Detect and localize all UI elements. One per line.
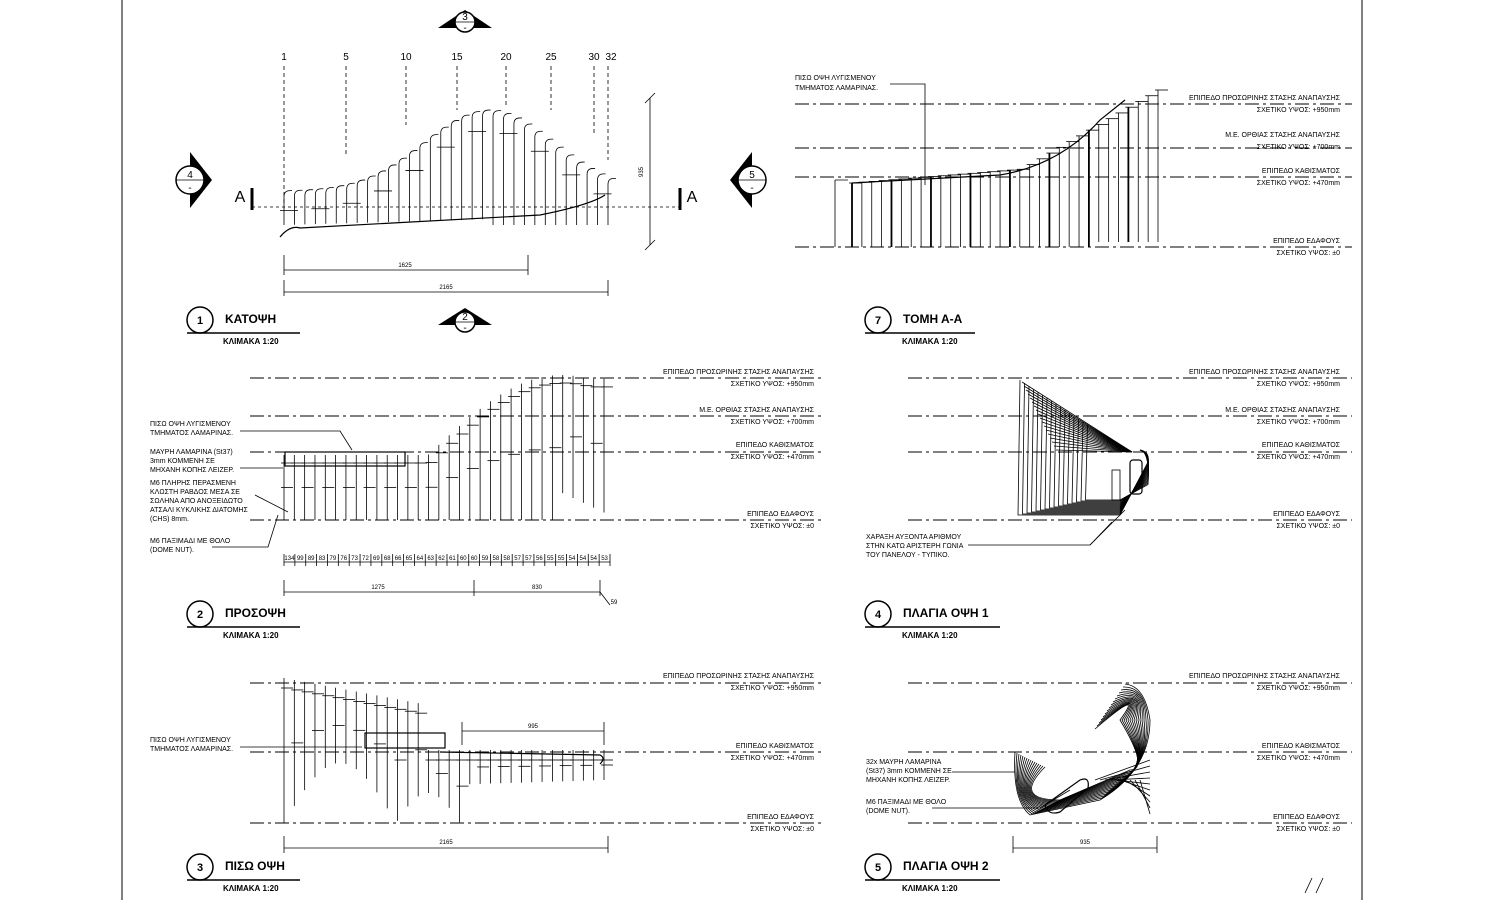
svg-text:ΠΙΣΩ ΟΨΗ ΛΥΓΙΣΜΕΝΟΥ: ΠΙΣΩ ΟΨΗ ΛΥΓΙΣΜΕΝΟΥ: [150, 737, 231, 744]
plan-panel: [368, 176, 376, 223]
svg-text:ΣΧΕΤΙΚΟ ΥΨΟΣ: +700mm: ΣΧΕΤΙΚΟ ΥΨΟΣ: +700mm: [1256, 419, 1340, 426]
plan-panel: [336, 186, 344, 224]
spacing-value: 69: [373, 556, 380, 562]
spacing-value: 99: [296, 556, 304, 562]
svg-text:ΚΑΤΟΨΗ: ΚΑΤΟΨΗ: [225, 312, 277, 326]
spacing-value: 73: [351, 556, 358, 562]
svg-text:ΜΑΥΡΗ ΛΑΜΑΡΙΝΑ (St37): ΜΑΥΡΗ ΛΑΜΑΡΙΝΑ (St37): [150, 449, 233, 456]
front-view: [150, 369, 825, 640]
svg-text:32x ΜΑΥΡΗ ΛΑΜΑΡΙΝΑ: 32x ΜΑΥΡΗ ΛΑΜΑΡΙΝΑ: [866, 759, 942, 766]
section-marker-2: [438, 308, 492, 334]
back-panels: [281, 678, 613, 823]
side1-fan-line: [1034, 406, 1132, 452]
plan-panel: [577, 162, 585, 225]
svg-text:Μ6 ΠΑΞΙΜΑΔΙ ΜΕ ΘΟΛΟ: Μ6 ΠΑΞΙΜΑΔΙ ΜΕ ΘΟΛΟ: [150, 538, 231, 545]
svg-text:995: 995: [527, 724, 539, 730]
svg-text:1: 1: [196, 315, 204, 327]
section-marker-5: [730, 152, 766, 208]
svg-text:ΤΟΥ ΠΑΝΕΛΟΥ - ΤΥΠΙΚΟ.: ΤΟΥ ΠΑΝΕΛΟΥ - ΤΥΠΙΚΟ.: [866, 552, 950, 559]
view-title-5: [865, 854, 1000, 893]
svg-text:ΣΧΕΤΙΚΟ ΥΨΟΣ: +950mm: ΣΧΕΤΙΚΟ ΥΨΟΣ: +950mm: [1256, 685, 1340, 692]
svg-text:-: -: [188, 183, 192, 194]
svg-text:ΕΠΙΠΕΔΟ ΚΑΘΙΣΜΑΤΟΣ: ΕΠΙΠΕΔΟ ΚΑΘΙΣΜΑΤΟΣ: [735, 442, 814, 449]
svg-text:Μ.Ε. ΟΡΘΙΑΣ ΣΤΑΣΗΣ ΑΝΑΠΑΥΣΗΣ: Μ.Ε. ΟΡΘΙΑΣ ΣΤΑΣΗΣ ΑΝΑΠΑΥΣΗΣ: [1225, 132, 1340, 139]
side2-fan-line: [1140, 780, 1150, 814]
svg-text:ΠΛΑΓΙΑ ΟΨΗ 1: ΠΛΑΓΙΑ ΟΨΗ 1: [903, 606, 989, 620]
svg-text:ΕΠΙΠΕΔΟ ΕΔΑΦΟΥΣ: ΕΠΙΠΕΔΟ ΕΔΑΦΟΥΣ: [747, 814, 814, 821]
grid-label: 20: [500, 52, 512, 63]
back-view: [150, 673, 825, 893]
plan-panel: [430, 135, 438, 221]
grid-label: 30: [588, 52, 600, 63]
side2-panels: [1015, 684, 1150, 815]
spacing-value: 83: [318, 556, 326, 562]
spacing-value: 53: [601, 556, 608, 562]
side2-panel-outline: [1025, 700, 1138, 806]
svg-text:935: 935: [639, 166, 645, 178]
svg-text:ΠΙΣΩ ΟΨΗ: ΠΙΣΩ ΟΨΗ: [225, 859, 285, 873]
svg-text:830: 830: [531, 585, 543, 591]
plan-panel: [409, 151, 417, 222]
svg-text:ΣΤΗΝ ΚΑΤΩ ΑΡΙΣΤΕΡΗ ΓΩΝΙΑ: ΣΤΗΝ ΚΑΤΩ ΑΡΙΣΤΕΡΗ ΓΩΝΙΑ: [866, 543, 964, 550]
svg-text:Μ.Ε. ΟΡΘΙΑΣ ΣΤΑΣΗΣ ΑΝΑΠΑΥΣΗΣ: Μ.Ε. ΟΡΘΙΑΣ ΣΤΑΣΗΣ ΑΝΑΠΑΥΣΗΣ: [1225, 407, 1340, 414]
svg-text:ΣΧΕΤΙΚΟ ΥΨΟΣ: ±0: ΣΧΕΤΙΚΟ ΥΨΟΣ: ±0: [750, 826, 814, 833]
svg-text:ΠΛΑΓΙΑ ΟΨΗ 2: ΠΛΑΓΙΑ ΟΨΗ 2: [903, 859, 989, 873]
svg-text:ΠΙΣΩ ΟΨΗ ΛΥΓΙΣΜΕΝΟΥ: ΠΙΣΩ ΟΨΗ ΛΥΓΙΣΜΕΝΟΥ: [150, 421, 231, 428]
view-title-3: [187, 854, 300, 893]
front-level-lines: [250, 378, 825, 520]
back-dim-995: [462, 722, 604, 745]
svg-text:ΕΠΙΠΕΔΟ ΚΑΘΙΣΜΑΤΟΣ: ΕΠΙΠΕΔΟ ΚΑΘΙΣΜΑΤΟΣ: [735, 743, 814, 750]
section-panels: [835, 90, 1168, 247]
svg-text:ΣΧΕΤΙΚΟ ΥΨΟΣ: +470mm: ΣΧΕΤΙΚΟ ΥΨΟΣ: +470mm: [730, 454, 814, 461]
spacing-value: 60: [459, 556, 467, 562]
spacing-value: 76: [340, 556, 348, 562]
grid-20: [500, 52, 512, 105]
svg-text:ΕΠΙΠΕΔΟ ΠΡΟΣΩΡΙΝΗΣ ΣΤΑΣΗΣ ΑΝΑΠ: ΕΠΙΠΕΔΟ ΠΡΟΣΩΡΙΝΗΣ ΣΤΑΣΗΣ ΑΝΑΠΑΥΣΗΣ: [662, 673, 814, 680]
svg-text:ΕΠΙΠΕΔΟ ΠΡΟΣΩΡΙΝΗΣ ΣΤΑΣΗΣ ΑΝΑΠ: ΕΠΙΠΕΔΟ ΠΡΟΣΩΡΙΝΗΣ ΣΤΑΣΗΣ ΑΝΑΠΑΥΣΗΣ: [662, 369, 814, 376]
plan-panel: [389, 165, 397, 222]
svg-text:-: -: [463, 23, 467, 34]
svg-text:2: 2: [196, 609, 204, 621]
grid-10: [400, 52, 412, 125]
svg-text:ΣΧΕΤΙΚΟ ΥΨΟΣ: +950mm: ΣΧΕΤΙΚΟ ΥΨΟΣ: +950mm: [730, 685, 814, 692]
spacing-value: 60: [470, 556, 478, 562]
svg-text:59: 59: [610, 600, 618, 606]
plan-panel: [357, 180, 365, 223]
front-spacing-dimensions: [284, 554, 610, 566]
svg-text:-: -: [463, 323, 467, 334]
svg-text:ΕΠΙΠΕΔΟ ΚΑΘΙΣΜΑΤΟΣ: ΕΠΙΠΕΔΟ ΚΑΘΙΣΜΑΤΟΣ: [1261, 168, 1340, 175]
svg-text:ΚΛΩΣΤΗ ΡΑΒΔΟΣ ΜΕΣΑ ΣΕ: ΚΛΩΣΤΗ ΡΑΒΔΟΣ ΜΕΣΑ ΣΕ: [150, 489, 240, 496]
grid-label: 15: [451, 52, 463, 63]
svg-text:ΕΠΙΠΕΔΟ ΕΔΑΦΟΥΣ: ΕΠΙΠΕΔΟ ΕΔΑΦΟΥΣ: [747, 511, 814, 518]
grid-label: 10: [400, 52, 412, 63]
svg-text:ΣΧΕΤΙΚΟ ΥΨΟΣ: +950mm: ΣΧΕΤΙΚΟ ΥΨΟΣ: +950mm: [730, 381, 814, 388]
svg-text:-: -: [750, 183, 754, 194]
spacing-value: 63: [427, 556, 435, 562]
section-marker-3: [438, 10, 492, 34]
grid-1: [281, 52, 287, 205]
grid-label: 32: [605, 52, 617, 63]
svg-text:ΣΧΕΤΙΚΟ ΥΨΟΣ: ±0: ΣΧΕΤΙΚΟ ΥΨΟΣ: ±0: [1276, 523, 1340, 530]
svg-text:ΕΠΙΠΕΔΟ ΠΡΟΣΩΡΙΝΗΣ ΣΤΑΣΗΣ ΑΝΑΠ: ΕΠΙΠΕΔΟ ΠΡΟΣΩΡΙΝΗΣ ΣΤΑΣΗΣ ΑΝΑΠΑΥΣΗΣ: [1188, 95, 1340, 102]
spacing-value: 72: [362, 556, 369, 562]
svg-text:ΑΤΣΑΛΙ ΚΥΚΛΙΚΗΣ ΔΙΑΤΟΜΗΣ: ΑΤΣΑΛΙ ΚΥΚΛΙΚΗΣ ΔΙΑΤΟΜΗΣ: [150, 507, 248, 514]
plan-panel: [608, 178, 616, 225]
svg-text:ΣΧΕΤΙΚΟ ΥΨΟΣ: ±0: ΣΧΕΤΙΚΟ ΥΨΟΣ: ±0: [750, 523, 814, 530]
svg-text:ΧΑΡΑΞΗ ΑΥΞΟΝΤΑ ΑΡΙΘΜΟΥ: ΧΑΡΑΞΗ ΑΥΞΟΝΤΑ ΑΡΙΘΜΟΥ: [866, 534, 962, 541]
plan-dim-2165: [284, 280, 608, 296]
svg-text:(DOME NUT).: (DOME NUT).: [866, 808, 910, 815]
svg-text:ΣΧΕΤΙΚΟ ΥΨΟΣ: +700mm: ΣΧΕΤΙΚΟ ΥΨΟΣ: +700mm: [1256, 144, 1340, 151]
front-notes: [150, 421, 352, 554]
front-dim-830: [474, 580, 600, 596]
plan-panel: [524, 124, 532, 225]
plan-panel: [420, 143, 428, 221]
svg-text:ΣΧΕΤΙΚΟ ΥΨΟΣ: +950mm: ΣΧΕΤΙΚΟ ΥΨΟΣ: +950mm: [1256, 107, 1340, 114]
svg-text:ΚΛΙΜΑΚΑ 1:20: ΚΛΙΜΑΚΑ 1:20: [223, 884, 279, 893]
spacing-value: 79: [329, 556, 337, 562]
svg-text:5: 5: [874, 862, 882, 874]
svg-text:(CHS) 8mm.: (CHS) 8mm.: [150, 516, 189, 523]
spacing-value: 54: [590, 556, 598, 562]
plan-outline: [280, 195, 605, 237]
svg-text:5: 5: [749, 170, 755, 181]
view-title-2: [187, 601, 300, 640]
view-title-7: [865, 307, 975, 346]
plan-panel: [294, 190, 302, 224]
svg-text:ΠΡΟΣΟΨΗ: ΠΡΟΣΟΨΗ: [225, 606, 286, 620]
plan-panel: [598, 174, 606, 225]
plan-panel: [326, 187, 334, 223]
svg-text:ΕΠΙΠΕΔΟ ΠΡΟΣΩΡΙΝΗΣ ΣΤΑΣΗΣ ΑΝΑΠ: ΕΠΙΠΕΔΟ ΠΡΟΣΩΡΙΝΗΣ ΣΤΑΣΗΣ ΑΝΑΠΑΥΣΗΣ: [1188, 369, 1340, 376]
svg-text:ΜΗΧΑΝΗ ΚΟΠΗΣ ΛΕΙΖΕΡ.: ΜΗΧΑΝΗ ΚΟΠΗΣ ΛΕΙΖΕΡ.: [150, 467, 235, 474]
svg-text:ΤΜΗΜΑΤΟΣ ΛΑΜΑΡΙΝΑΣ.: ΤΜΗΜΑΤΟΣ ΛΑΜΑΡΙΝΑΣ.: [795, 85, 879, 92]
spacing-value: 54: [568, 556, 576, 562]
svg-text:2165: 2165: [439, 285, 453, 291]
section-level-lines: [795, 104, 1352, 247]
plan-panels: [280, 110, 616, 237]
svg-text:ΣΩΛΗΝΑ ΑΠΟ ΑΝΟΞΕΙΔΩΤΟ: ΣΩΛΗΝΑ ΑΠΟ ΑΝΟΞΕΙΔΩΤΟ: [150, 498, 243, 505]
svg-text:ΣΧΕΤΙΚΟ ΥΨΟΣ: +470mm: ΣΧΕΤΙΚΟ ΥΨΟΣ: +470mm: [1256, 755, 1340, 762]
svg-text:Μ6 ΠΛΗΡΗΣ ΠΕΡΑΣΜΕΝΗ: Μ6 ΠΛΗΡΗΣ ΠΕΡΑΣΜΕΝΗ: [150, 480, 236, 487]
plan-panel: [472, 112, 480, 220]
svg-text:Μ6 ΠΑΞΙΜΑΔΙ ΜΕ ΘΟΛΟ: Μ6 ΠΑΞΙΜΑΔΙ ΜΕ ΘΟΛΟ: [866, 799, 947, 806]
plan-view: [176, 10, 766, 346]
svg-text:ΕΠΙΠΕΔΟ ΕΔΑΦΟΥΣ: ΕΠΙΠΕΔΟ ΕΔΑΦΟΥΣ: [1273, 511, 1340, 518]
plan-panel: [514, 118, 522, 225]
spacing-value: 68: [383, 556, 391, 562]
svg-text:(DOME NUT).: (DOME NUT).: [150, 547, 194, 554]
side2-level-labels: [1189, 673, 1341, 833]
front-level-labels: [663, 369, 815, 530]
spacing-value: 55: [557, 556, 565, 562]
plan-panel: [556, 147, 564, 225]
side1-level-labels: [1189, 369, 1341, 530]
section-marker-4: [176, 152, 212, 208]
spacing-value: 55: [546, 556, 554, 562]
svg-text:1625: 1625: [398, 263, 412, 269]
side2-fan-line: [1135, 780, 1150, 808]
plan-panel: [587, 168, 595, 225]
svg-text:3mm ΚΟΜΜΕΝΗ ΣΕ: 3mm ΚΟΜΜΕΝΗ ΣΕ: [150, 458, 215, 465]
spacing-value: 89: [307, 556, 315, 562]
side1-level-lines: [908, 378, 1352, 520]
spacing-value: 62: [438, 556, 445, 562]
svg-text:ΕΠΙΠΕΔΟ ΚΑΘΙΣΜΑΤΟΣ: ΕΠΙΠΕΔΟ ΚΑΘΙΣΜΑΤΟΣ: [1261, 743, 1340, 750]
svg-text:ΜΗΧΑΝΗ ΚΟΠΗΣ ΛΕΙΖΕΡ.: ΜΗΧΑΝΗ ΚΟΠΗΣ ΛΕΙΖΕΡ.: [866, 777, 951, 784]
svg-text:ΕΠΙΠΕΔΟ ΕΔΑΦΟΥΣ: ΕΠΙΠΕΔΟ ΕΔΑΦΟΥΣ: [1273, 238, 1340, 245]
plan-panel: [441, 127, 449, 220]
svg-text:4: 4: [187, 170, 193, 181]
plan-dim-1625: [284, 255, 528, 275]
back-dim-2165: [284, 836, 608, 853]
grid-5: [343, 52, 349, 155]
spacing-value: 65: [405, 556, 413, 562]
spacing-value: 57: [514, 556, 521, 562]
plan-panel: [503, 113, 511, 225]
spacing-value: 56: [536, 556, 543, 562]
svg-text:2165: 2165: [439, 840, 453, 846]
svg-text:ΣΧΕΤΙΚΟ ΥΨΟΣ: +470mm: ΣΧΕΤΙΚΟ ΥΨΟΣ: +470mm: [1256, 180, 1340, 187]
svg-text:ΚΛΙΜΑΚΑ 1:20: ΚΛΙΜΑΚΑ 1:20: [223, 337, 279, 346]
grid-label: 5: [343, 52, 349, 63]
side-view-2: [865, 673, 1352, 893]
svg-text:ΕΠΙΠΕΔΟ ΠΡΟΣΩΡΙΝΗΣ ΣΤΑΣΗΣ ΑΝΑΠ: ΕΠΙΠΕΔΟ ΠΡΟΣΩΡΙΝΗΣ ΣΤΑΣΗΣ ΑΝΑΠΑΥΣΗΣ: [1188, 673, 1340, 680]
plan-panel: [566, 155, 574, 225]
spacing-value: 61: [449, 556, 456, 562]
side2-dim-935: [1013, 836, 1157, 853]
grid-lines: [281, 52, 617, 205]
grid-30: [588, 52, 600, 135]
side1-note: [866, 510, 1125, 559]
svg-text:ΤΜΗΜΑΤΟΣ ΛΑΜΑΡΙΝΑΣ.: ΤΜΗΜΑΤΟΣ ΛΑΜΑΡΙΝΑΣ.: [150, 746, 234, 753]
spacing-value: 59: [481, 556, 489, 562]
section-level-labels: [1189, 95, 1341, 257]
view-title-1: [187, 307, 300, 346]
svg-text:A: A: [686, 189, 698, 206]
svg-text:ΣΧΕΤΙΚΟ ΥΨΟΣ: +470mm: ΣΧΕΤΙΚΟ ΥΨΟΣ: +470mm: [1256, 454, 1340, 461]
plan-panel: [535, 131, 543, 225]
plan-panel: [462, 115, 470, 220]
spacing-value: 58: [492, 556, 500, 562]
grid-32: [605, 52, 617, 160]
section-note: [795, 75, 925, 185]
plan-panel: [378, 171, 386, 222]
svg-text:ΣΧΕΤΙΚΟ ΥΨΟΣ: +700mm: ΣΧΕΤΙΚΟ ΥΨΟΣ: +700mm: [730, 419, 814, 426]
svg-text:2: 2: [462, 312, 468, 323]
spacing-value: 54: [579, 556, 587, 562]
plan-panel: [451, 120, 459, 220]
spacing-value: 57: [525, 556, 532, 562]
plan-panel: [315, 189, 323, 224]
side2-panel-outline: [1031, 704, 1138, 801]
side1-fan-line: [1030, 398, 1132, 452]
svg-text:ΣΧΕΤΙΚΟ ΥΨΟΣ: ±0: ΣΧΕΤΙΚΟ ΥΨΟΣ: ±0: [1276, 250, 1340, 257]
svg-text:ΕΠΙΠΕΔΟ ΚΑΘΙΣΜΑΤΟΣ: ΕΠΙΠΕΔΟ ΚΑΘΙΣΜΑΤΟΣ: [1261, 442, 1340, 449]
svg-text:ΚΛΙΜΑΚΑ 1:20: ΚΛΙΜΑΚΑ 1:20: [223, 631, 279, 640]
front-dim-1275: [284, 580, 474, 596]
side2-panel-outline: [1026, 701, 1138, 805]
svg-text:3: 3: [462, 12, 468, 23]
svg-text:(St37) 3mm ΚΟΜΜΕΝΗ ΣΕ: (St37) 3mm ΚΟΜΜΕΝΗ ΣΕ: [866, 768, 952, 775]
section-edge: [835, 180, 848, 247]
back-level-labels: [663, 673, 815, 833]
svg-text:A: A: [234, 189, 246, 206]
svg-text:7: 7: [874, 315, 882, 327]
svg-text:ΚΛΙΜΑΚΑ 1:20: ΚΛΙΜΑΚΑ 1:20: [902, 631, 958, 640]
grid-25: [545, 52, 557, 110]
svg-text:ΣΧΕΤΙΚΟ ΥΨΟΣ: +950mm: ΣΧΕΤΙΚΟ ΥΨΟΣ: +950mm: [1256, 381, 1340, 388]
spacing-value: 58: [503, 556, 511, 562]
spacing-value: 134: [284, 556, 295, 562]
plan-panel: [399, 158, 407, 222]
plan-panel: [493, 111, 501, 225]
svg-text:ΣΧΕΤΙΚΟ ΥΨΟΣ: ±0: ΣΧΕΤΙΚΟ ΥΨΟΣ: ±0: [1276, 826, 1340, 833]
grid-label: 25: [545, 52, 557, 63]
grid-label: 1: [281, 52, 287, 63]
svg-text:ΤΜΗΜΑΤΟΣ ΛΑΜΑΡΙΝΑΣ.: ΤΜΗΜΑΤΟΣ ΛΑΜΑΡΙΝΑΣ.: [150, 430, 234, 437]
section-view: [795, 75, 1352, 346]
break-mark: [1305, 878, 1323, 893]
plan-panel: [284, 191, 292, 225]
svg-text:ΤΟΜΗ Α-Α: ΤΟΜΗ Α-Α: [903, 312, 963, 326]
side1-slot: [1112, 470, 1120, 500]
spacing-value: 66: [394, 556, 402, 562]
plan-panel: [483, 110, 491, 219]
plan-depth-dimension: [639, 93, 655, 250]
svg-text:ΕΠΙΠΕΔΟ ΕΔΑΦΟΥΣ: ΕΠΙΠΕΔΟ ΕΔΑΦΟΥΣ: [1273, 814, 1340, 821]
front-dim-59: [600, 592, 618, 606]
side2-panel-outline: [1027, 702, 1137, 804]
grid-15: [451, 52, 463, 110]
section-outline: [852, 100, 1125, 183]
side1-panels: [1018, 380, 1148, 515]
svg-text:935: 935: [1079, 840, 1091, 846]
svg-text:ΣΧΕΤΙΚΟ ΥΨΟΣ: +470mm: ΣΧΕΤΙΚΟ ΥΨΟΣ: +470mm: [730, 755, 814, 762]
svg-text:1275: 1275: [371, 585, 385, 591]
svg-text:ΚΛΙΜΑΚΑ 1:20: ΚΛΙΜΑΚΑ 1:20: [902, 337, 958, 346]
front-panels: [281, 375, 613, 520]
svg-text:ΚΛΙΜΑΚΑ 1:20: ΚΛΙΜΑΚΑ 1:20: [902, 884, 958, 893]
svg-text:4: 4: [874, 609, 882, 621]
view-title-4: [865, 601, 1000, 640]
back-level-lines: [250, 683, 825, 823]
svg-text:ΠΙΣΩ ΟΨΗ ΛΥΓΙΣΜΕΝΟΥ: ΠΙΣΩ ΟΨΗ ΛΥΓΙΣΜΕΝΟΥ: [795, 75, 876, 82]
cut-line-a-a: [235, 188, 698, 210]
svg-text:3: 3: [196, 862, 204, 874]
svg-text:Μ.Ε. ΟΡΘΙΑΣ ΣΤΑΣΗΣ ΑΝΑΠΑΥΣΗΣ: Μ.Ε. ΟΡΘΙΑΣ ΣΤΑΣΗΣ ΑΝΑΠΑΥΣΗΣ: [699, 407, 814, 414]
back-note: [150, 737, 362, 753]
spacing-value: 64: [416, 556, 424, 562]
side-view-1: [865, 369, 1352, 640]
